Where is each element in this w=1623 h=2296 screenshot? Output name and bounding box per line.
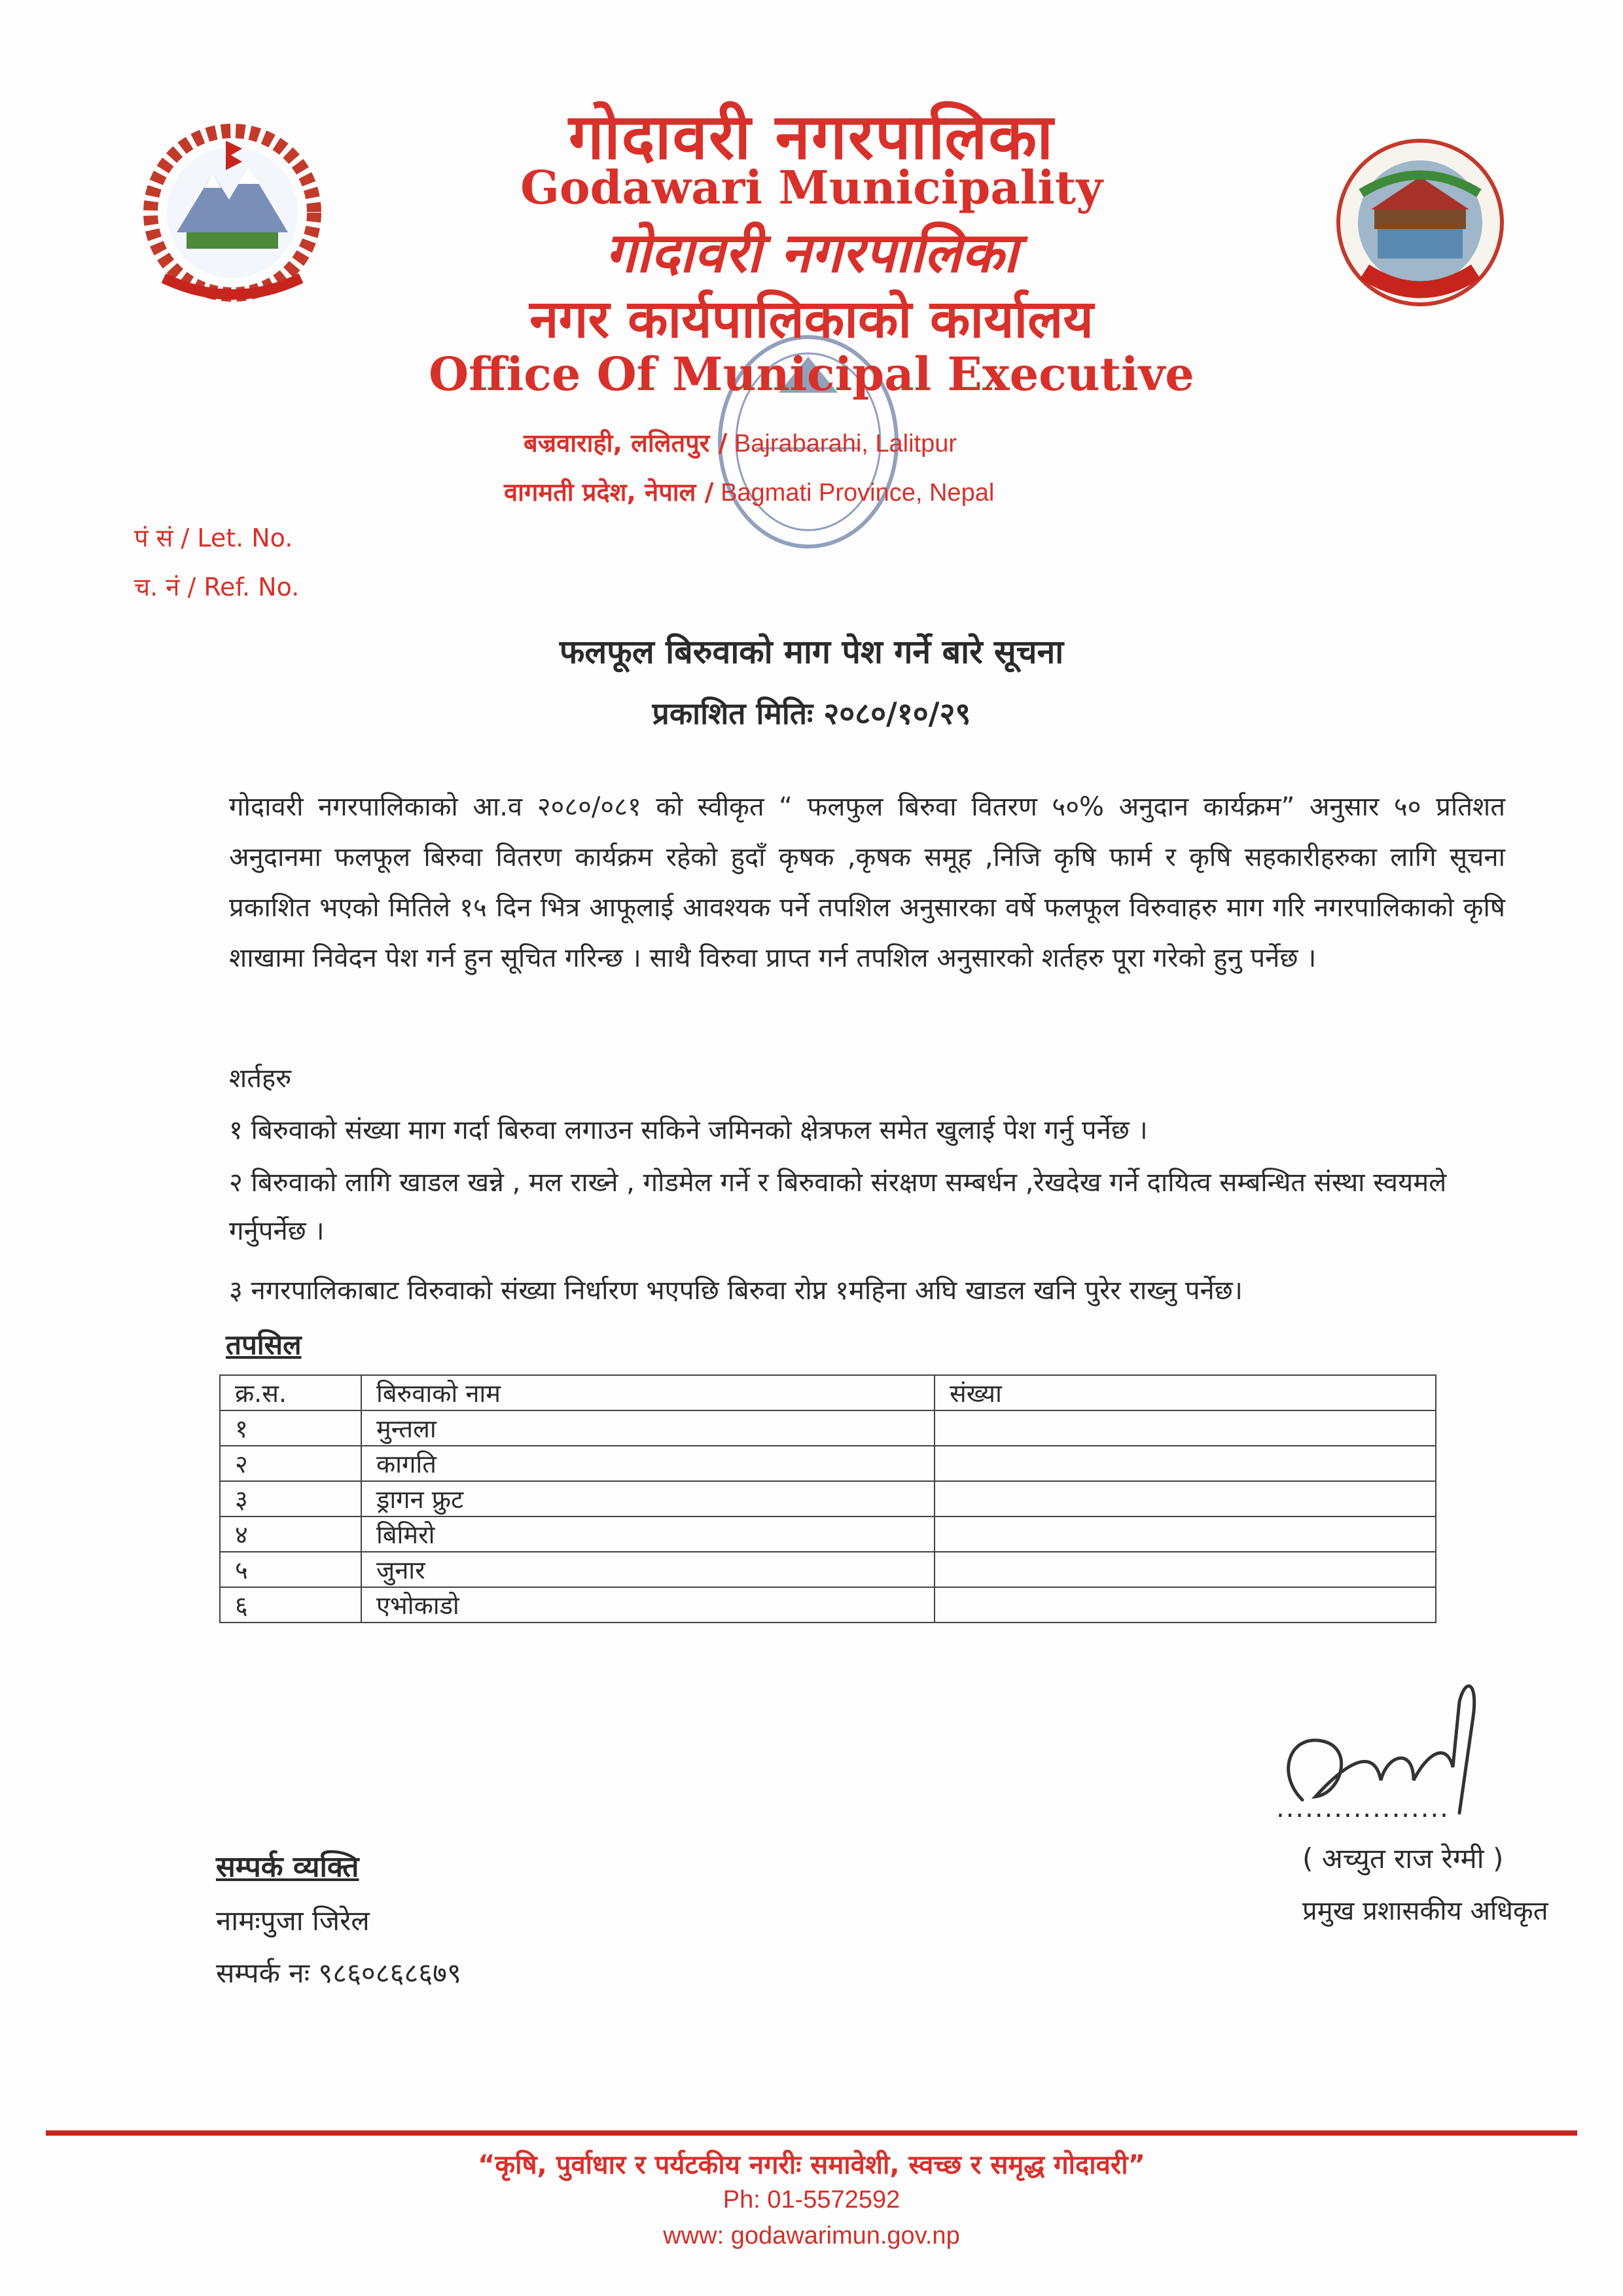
- cell-serial: ४: [220, 1516, 361, 1552]
- cell-plant-name: कागति: [361, 1446, 935, 1481]
- column-header-plant-name: बिरुवाको नाम: [361, 1375, 935, 1410]
- cell-quantity: [935, 1516, 1436, 1552]
- contact-heading: सम्पर्क व्यक्ति: [216, 1850, 359, 1884]
- conditions-heading: शर्तहरु: [229, 1064, 292, 1094]
- address-line-2: [504, 475, 994, 509]
- address-line-1: [524, 425, 957, 459]
- office-name-np: नगर कार्यपालिकाको कार्यालय: [529, 289, 1094, 350]
- municipality-name-np-alt: गोदावरी नगरपालिका: [605, 221, 1018, 285]
- table-row: [220, 1481, 1436, 1516]
- table-row: [220, 1446, 1436, 1481]
- cell-serial: ५: [220, 1552, 361, 1587]
- contact-phone: सम्पर्क नः ९८६०८६८६७९: [216, 1957, 461, 1989]
- cell-plant-name: ड्रागन फ्रुट: [361, 1481, 935, 1516]
- footer-slogan: “कृषि, पुर्वाधार र पर्यटकीय नगरीः समावेशी, स्वच्छ र समृद्ध गोदावरी”: [478, 2150, 1145, 2180]
- condition-item-1: १ बिरुवाको संख्या माग गर्दा बिरुवा लगाउन सकिने जमिनको क्षेत्रफल समेत खुलाई पेश गर्नु पर्नेछ ।: [229, 1115, 1148, 1145]
- address-line-1-np: बज्रवाराही, ललितपुर /: [524, 429, 728, 457]
- table-row: [220, 1516, 1436, 1552]
- notice-title: फलफूल बिरुवाको माग पेश गर्ने बारे सूचना: [559, 633, 1064, 671]
- table-row: [220, 1552, 1436, 1587]
- cell-plant-name: मुन्तला: [361, 1410, 935, 1446]
- cell-quantity: [935, 1481, 1436, 1516]
- cell-serial: ६: [220, 1587, 361, 1623]
- cell-quantity: [935, 1410, 1436, 1446]
- seedling-table: [219, 1374, 1436, 1623]
- condition-item-2: २ बिरुवाको लागि खाडल खन्ने , मल राख्ने , गोडमेल गर्ने र बिरुवाको संरक्षण सम्बर्धन ,रेखदेख गर्ने दायित्व सम्बन्धित संस्था स्वयमले गर्नुपर्नेछ ।: [229, 1168, 1447, 1246]
- table-row: [220, 1587, 1436, 1623]
- signature-line: ..................: [1276, 1793, 1450, 1823]
- cell-serial: ३: [220, 1481, 361, 1516]
- footer-divider: [46, 2130, 1577, 2136]
- signatory-name: ( अच्युत राज रेग्मी ): [1302, 1842, 1504, 1874]
- cell-quantity: [935, 1552, 1436, 1587]
- table-heading: तपसिल: [226, 1329, 302, 1361]
- table-row: [220, 1410, 1436, 1446]
- letter-number-label: पं सं / Let. No.: [134, 524, 293, 552]
- notice-body-paragraph: गोदावरी नगरपालिकाको आ.व २०८०/०८१ को स्वीकृत “ फलफुल बिरुवा वितरण ५०% अनुदान कार्यक्रम” अनुसार ५० प्रतिशत अनुदानमा फलफूल बिरुवा वितरण कार्यक्रम रहेको हुदाँ कृषक ,कृषक समूह ,निजि कृषि फार्म र कृषि सहकारीहरुका लागि सूचना प्रकाशित भएको मितिले १५ दिन भित्र आफूलाई आवश्यक पर्ने तपशिल अनुसारका वर्षे फलफूल विरुवाहरु माग गरि नगरपालिकाको कृषि शाखामा निवेदन पेश गर्न हुन सूचित गरिन्छ । साथै विरुवा प्राप्त गर्न तपशिल अनुसारको शर्तहरु पूरा गरेको हुनु पर्नेछ ।: [229, 792, 1505, 973]
- cell-plant-name: एभोकाडो: [361, 1587, 935, 1623]
- column-header-serial: क्र.स.: [220, 1375, 361, 1410]
- cell-quantity: [935, 1446, 1436, 1481]
- address-line-2-en: Bagmati Province, Nepal: [713, 479, 995, 507]
- footer-website: www: godawarimun.gov.np: [663, 2222, 960, 2250]
- column-header-quantity: संख्या: [935, 1375, 1436, 1410]
- address-line-2-np: वागमती प्रदेश, नेपाल /: [504, 478, 714, 507]
- condition-item-3: ३ नगरपालिकाबाट विरुवाको संख्या निर्धारण भएपछि बिरुवा रोप्न १महिना अघि खाडल खनि पुरेर राख्नु पर्नेछ।: [229, 1276, 1243, 1306]
- municipality-name-en: Godawari Municipality: [520, 160, 1103, 215]
- address-line-1-en: Bajrabarahi, Lalitpur: [727, 430, 957, 457]
- reference-number-label: च. नं / Ref. No.: [134, 573, 300, 601]
- contact-name: नामःपुजा जिरेल: [216, 1905, 370, 1937]
- cell-plant-name: बिमिरो: [361, 1516, 935, 1552]
- cell-plant-name: जुनार: [361, 1552, 935, 1587]
- published-date: प्रकाशित मितिः २०८०/१०/२९: [652, 696, 971, 731]
- municipality-name-np: गोदावरी नगरपालिका: [568, 100, 1055, 173]
- cell-serial: २: [220, 1446, 361, 1481]
- table-header-row: [220, 1375, 1436, 1410]
- cell-serial: १: [220, 1410, 361, 1446]
- office-name-en: Office Of Municipal Executive: [429, 347, 1194, 401]
- footer-phone: Ph: 01-5572592: [722, 2186, 901, 2214]
- cell-quantity: [935, 1587, 1436, 1623]
- signatory-title: प्रमुख प्रशासकीय अधिकृत: [1302, 1896, 1548, 1926]
